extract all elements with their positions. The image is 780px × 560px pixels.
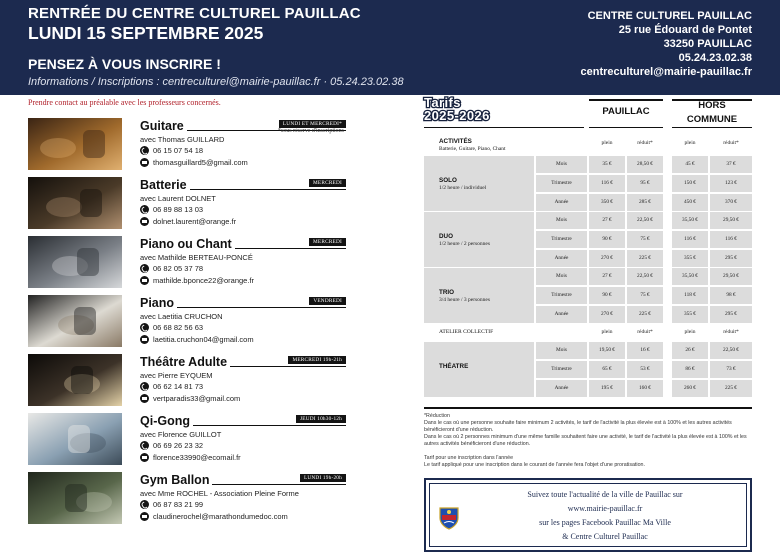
activity-item xyxy=(28,413,346,465)
price-cell: 116 € xyxy=(725,236,737,242)
activity-teacher: avec Thomas GUILLARD xyxy=(140,135,225,144)
reduit-header: réduit* xyxy=(723,140,739,146)
activity-day-badge: MERCREDI xyxy=(309,238,346,246)
email-icon xyxy=(140,276,149,285)
footer-line: sur les pages Facebook Pauillac Ma Ville xyxy=(539,518,671,527)
tarif-group xyxy=(424,212,534,267)
header-title: RENTRÉE DU CENTRE CULTUREL PAUILLAC xyxy=(28,5,361,22)
activity-email[interactable]: vertparadis33@gmail.com xyxy=(153,394,241,403)
price-cell: 116 € xyxy=(601,180,613,186)
price-cell: 355 € xyxy=(684,255,696,261)
contact-notice: Prendre contact au préalable avec les professeurs concernés. xyxy=(28,98,221,107)
tarif-group xyxy=(424,268,534,323)
activity-title: Batterie xyxy=(140,178,190,192)
footer-website-link[interactable]: www.mairie-pauillac.fr xyxy=(567,504,643,513)
activites-label: ACTIVITÉS xyxy=(439,138,472,145)
period-label: Année xyxy=(536,194,587,211)
address-name: CENTRE CULTUREL PAUILLAC xyxy=(587,10,752,22)
price-cell: 29,50 € xyxy=(723,273,739,279)
period-label: Mois xyxy=(536,268,587,285)
activity-teacher: avec Mme ROCHEL - Association Pleine Forme xyxy=(140,489,299,498)
activity-title: Gym Ballon xyxy=(140,473,212,487)
activity-title: Qi-Gong xyxy=(140,414,193,428)
phone-icon xyxy=(140,441,149,450)
period-label: Mois xyxy=(536,212,587,229)
header-info: Informations / Inscriptions : centreculturel@mairie-pauillac.fr · 05.24.23.02.38 xyxy=(28,76,404,88)
activity-title: Piano xyxy=(140,296,177,310)
price-cell: 22,50 € xyxy=(637,273,653,279)
activity-photo xyxy=(28,236,122,288)
group-name: TRIO xyxy=(439,289,455,296)
reduit-header: réduit* xyxy=(723,329,739,335)
activity-photo xyxy=(28,177,122,229)
phone-icon xyxy=(140,264,149,273)
price-cell: 37 € xyxy=(726,161,736,167)
address-phone: 05.24.23.02.38 xyxy=(678,52,752,64)
price-cell: 65 € xyxy=(602,366,612,372)
col-pauillac: PAUILLAC xyxy=(602,106,650,117)
price-cell: 195 € xyxy=(601,385,613,391)
price-cell: 22,50 € xyxy=(637,217,653,223)
price-cell: 53 € xyxy=(640,366,650,372)
table-head-rule xyxy=(424,127,584,128)
price-cell: 160 € xyxy=(639,385,651,391)
period-label: Trimestre xyxy=(536,287,587,304)
activity-item xyxy=(28,236,346,288)
address-block xyxy=(580,9,752,79)
plein-header: plein xyxy=(684,140,696,146)
activity-phone[interactable]: 06 69 26 23 32 xyxy=(153,441,204,450)
table-bottom-rule xyxy=(424,407,752,409)
activity-photo xyxy=(28,354,122,406)
email-icon xyxy=(140,158,149,167)
plein-header: plein xyxy=(601,140,613,146)
period-label: Mois xyxy=(536,342,587,359)
activity-phone[interactable]: 06 87 83 21 99 xyxy=(153,500,204,509)
activity-photo xyxy=(28,472,122,524)
col-hors-commune: HORS COMMUNE xyxy=(686,100,738,125)
email-icon xyxy=(140,453,149,462)
price-cell: 295 € xyxy=(725,311,737,317)
price-cell: 260 € xyxy=(684,385,696,391)
price-cell: 19,50 € xyxy=(599,347,615,353)
price-cell: 270 € xyxy=(601,255,613,261)
period-label: Année xyxy=(536,380,587,397)
activity-day-badge: LUNDI 19h-20h xyxy=(300,474,346,482)
period-label: Année xyxy=(536,306,587,323)
price-cell: 86 € xyxy=(685,366,695,372)
group-name: SOLO xyxy=(439,177,457,184)
price-cell: 90 € xyxy=(602,236,612,242)
activity-email[interactable]: thomasguillard5@gmail.com xyxy=(153,158,248,167)
tarifs-title: Tarifs 2025-2026 xyxy=(424,95,490,123)
price-cell: 116 € xyxy=(684,236,696,242)
atelier-label: ATELIER COLLECTIF xyxy=(439,329,494,335)
price-cell: 95 € xyxy=(640,180,650,186)
activity-phone[interactable]: 06 89 88 13 03 xyxy=(153,205,204,214)
activity-email[interactable]: florence33990@ecomail.fr xyxy=(153,453,241,462)
activites-sub: Batterie, Guitare, Piano, Chant xyxy=(439,146,506,152)
price-cell: 123 € xyxy=(725,180,737,186)
activity-day-badge: LUNDI ET MERCREDI* xyxy=(279,120,346,128)
price-cell: 35 € xyxy=(602,161,612,167)
activity-teacher: avec Pierre EYQUEM xyxy=(140,371,213,380)
period-label: Année xyxy=(536,250,587,267)
activity-email[interactable]: claudinerochel@marathondumedoc.com xyxy=(153,512,288,521)
price-cell: 118 € xyxy=(684,292,696,298)
city-crest-icon xyxy=(438,506,460,530)
period-label: Trimestre xyxy=(536,175,587,192)
price-cell: 370 € xyxy=(725,199,737,205)
phone-icon xyxy=(140,146,149,155)
footer-line: & Centre Culturel Pauillac xyxy=(562,532,648,541)
activity-day-badge: MERCREDI xyxy=(309,179,346,187)
period-label: Mois xyxy=(536,156,587,173)
reduit-header: réduit* xyxy=(637,140,653,146)
activity-phone[interactable]: 06 82 05 37 78 xyxy=(153,264,204,273)
price-cell: 27 € xyxy=(602,273,612,279)
activity-email[interactable]: mathilde.bponce22@orange.fr xyxy=(153,276,255,285)
activity-day-badge: JEUDI 10h30-12h xyxy=(296,415,346,423)
email-icon xyxy=(140,335,149,344)
address-city: 33250 PAUILLAC xyxy=(663,38,752,50)
header-call-to-action: PENSEZ À VOUS INSCRIRE ! xyxy=(28,56,221,72)
price-cell: 35,50 € xyxy=(682,217,698,223)
price-cell: 16 € xyxy=(640,347,650,353)
price-cell: 45 € xyxy=(685,161,695,167)
activity-item xyxy=(28,295,346,347)
plein-header: plein xyxy=(601,329,613,335)
price-cell: 350 € xyxy=(601,199,613,205)
header-date: LUNDI 15 SEPTEMBRE 2025 xyxy=(28,23,264,43)
price-cell: 98 € xyxy=(726,292,736,298)
activity-phone[interactable]: 06 62 14 81 73 xyxy=(153,382,204,391)
table-head-rule xyxy=(672,127,752,128)
activity-item xyxy=(28,177,346,229)
email-icon xyxy=(140,512,149,521)
tarif-notes: *Réduction Dans le cas où une personne souhaite faire minimum 2 activités, le tarif de l'activité la plus élevée est à 100% et les autres activités bénéficieront d'une réduction. Dans le cas où 2 personnes minimum d'une même famille souhaitent faire une activité, le tarif de l'activité la plus élevée est à 100% et les autres activités bénéficieront d'une réduction. Tarif pour une inscription dans l'année Le tarif appliqué pour une inscription dans le courant de l'année fera l'objet d'une proratisation. xyxy=(424,413,747,468)
activity-email[interactable]: dolnet.laurent@orange.fr xyxy=(153,217,237,226)
activity-teacher: avec Mathilde BERTEAU-PONCÉ xyxy=(140,253,253,262)
price-cell: 225 € xyxy=(639,255,651,261)
activity-photo xyxy=(28,413,122,465)
price-cell: 450 € xyxy=(684,199,696,205)
activity-teacher: avec Laurent DOLNET xyxy=(140,194,216,203)
price-cell: 26 € xyxy=(685,347,695,353)
activity-email[interactable]: laetitia.cruchon04@gmail.com xyxy=(153,335,254,344)
address-street: 25 rue Édouard de Pontet xyxy=(618,24,752,36)
price-cell: 35,50 € xyxy=(682,273,698,279)
price-cell: 22,50 € xyxy=(723,347,739,353)
price-cell: 29,50 € xyxy=(723,217,739,223)
email-icon xyxy=(140,217,149,226)
phone-icon xyxy=(140,382,149,391)
activity-title: Piano ou Chant xyxy=(140,237,235,251)
tarif-group xyxy=(424,156,534,211)
price-cell: 285 € xyxy=(639,199,651,205)
period-label: Trimestre xyxy=(536,361,587,378)
price-cell: 225 € xyxy=(725,385,737,391)
email-icon xyxy=(140,394,149,403)
group-sub: 1/2 heure / 2 personnes xyxy=(439,241,491,247)
price-cell: 150 € xyxy=(684,180,696,186)
activity-photo xyxy=(28,118,122,170)
footer-box xyxy=(424,478,752,552)
tarif-group-theatre xyxy=(424,342,534,397)
activity-teacher: avec Laetitia CRUCHON xyxy=(140,312,223,321)
price-cell: 225 € xyxy=(639,311,651,317)
price-cell: 90 € xyxy=(602,292,612,298)
phone-icon xyxy=(140,205,149,214)
price-cell: 355 € xyxy=(684,311,696,317)
price-cell: 295 € xyxy=(725,255,737,261)
activity-phone[interactable]: 06 15 07 54 18 xyxy=(153,146,204,155)
activity-teacher: avec Florence GUILLOT xyxy=(140,430,222,439)
price-cell: 27 € xyxy=(602,217,612,223)
price-cell: 75 € xyxy=(640,236,650,242)
activity-item xyxy=(28,354,346,406)
group-name: DUO xyxy=(439,233,453,240)
period-label: Trimestre xyxy=(536,231,587,248)
plein-header: plein xyxy=(684,329,696,335)
header-banner xyxy=(0,0,780,95)
price-cell: 270 € xyxy=(601,311,613,317)
address-email[interactable]: centreculturel@mairie-pauillac.fr xyxy=(580,66,752,78)
group-name: THÉATRE xyxy=(439,363,469,370)
group-sub: 1/2 heure / individuel xyxy=(439,185,487,191)
price-cell: 28,50 € xyxy=(637,161,653,167)
price-cell: 73 € xyxy=(726,366,736,372)
footer-line: Suivez toute l'actualité de la ville de Pauillac sur xyxy=(527,490,683,499)
header-rule-pauillac xyxy=(589,99,663,101)
table-head-rule xyxy=(589,127,663,128)
activity-day-badge: MERCREDI 19h-21h xyxy=(288,356,346,364)
activity-item xyxy=(28,472,346,524)
reduit-header: réduit* xyxy=(637,329,653,335)
activity-day-badge: VENDREDI xyxy=(309,297,346,305)
activity-title: Guitare xyxy=(140,119,187,133)
phone-icon xyxy=(140,323,149,332)
activity-title: Théâtre Adulte xyxy=(140,355,230,369)
activity-phone[interactable]: 06 68 82 56 63 xyxy=(153,323,204,332)
price-cell: 75 € xyxy=(640,292,650,298)
activity-note: *sous réserve d'inscriptions xyxy=(277,128,344,134)
phone-icon xyxy=(140,500,149,509)
activity-item xyxy=(28,118,346,170)
group-sub: 3/4 heure / 3 personnes xyxy=(439,297,491,303)
activity-photo xyxy=(28,295,122,347)
